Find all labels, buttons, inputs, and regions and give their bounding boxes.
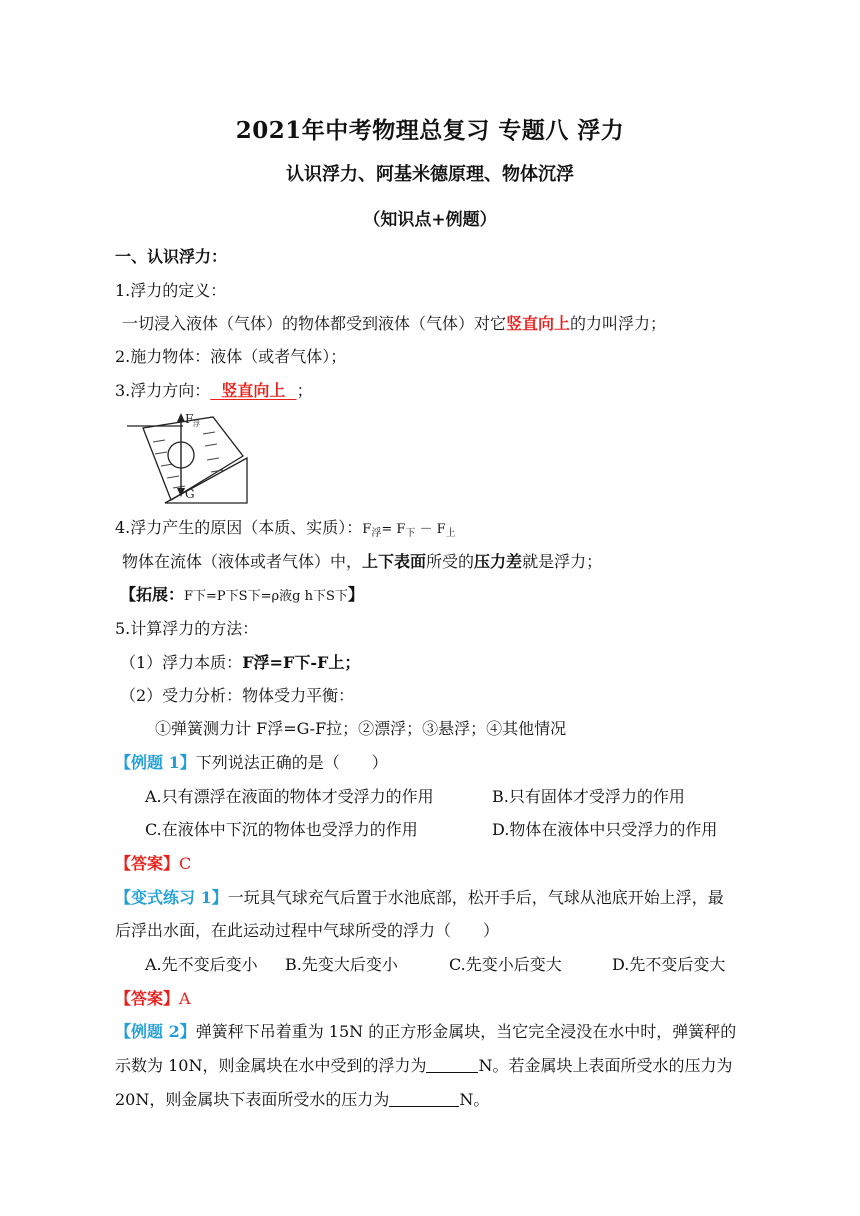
example-1-option-c: C.在液体中下沉的物体也受浮力的作用 [145, 820, 418, 839]
buoyancy-diagram [125, 408, 250, 508]
force-label-f-sub: 浮 [193, 420, 200, 428]
page-subtitle-note: （知识点+例题） [363, 210, 497, 230]
answer-value: C [179, 854, 192, 873]
page-subtitle: 认识浮力、阿基米德原理、物体沉浮 [286, 164, 574, 185]
variant-1-option-b: B.先变大后变小 [285, 955, 398, 974]
text-span: 就是浮力； [522, 552, 603, 571]
example-1-option-d: D.物体在液体中只受浮力的作用 [492, 820, 718, 839]
question-text: 20N，则金属块下表面所受水的压力为 [115, 1090, 390, 1109]
example-label: 【例题 2】 [115, 1022, 196, 1041]
variant-1-question-cont: 后浮出水面，在此运动过程中气球所受的浮力（ ） [115, 921, 500, 940]
formula-sub: 浮 [371, 528, 382, 539]
bold-text: 上下表面 [362, 552, 427, 571]
example-1-option-b: B.只有固体才受浮力的作用 [492, 787, 685, 806]
text-span: 3.浮力方向： [115, 381, 211, 400]
formula-sub: 上 [445, 528, 456, 539]
section-heading: 一、认识浮力： [115, 247, 228, 266]
variant-1-option-d: D.先不变后变大 [612, 955, 726, 974]
extension-formula: F下=P下S下=ρ液g h下S下 [184, 589, 348, 604]
method-2: （2）受力分析：物体受力平衡： [120, 686, 355, 705]
variant-1-question [115, 886, 724, 910]
text-span: 的力叫浮力； [570, 314, 667, 333]
example-1-answer [115, 852, 191, 876]
formula-sub: 下 [405, 528, 416, 539]
page-title: 2021年中考物理总复习 专题八 浮力 [235, 117, 625, 144]
question-text: 示数为 10N，则金属块在水中受到的浮力为 [115, 1056, 427, 1075]
item-5-heading: 5.计算浮力的方法： [115, 619, 259, 638]
answer-blank[interactable] [389, 1090, 459, 1107]
question-text: 一玩具气球充气后置于水池底部，松开手后，气球从池底开始上浮，最 [227, 888, 724, 907]
text-span: 物体在流体（液体或者气体）中， [122, 552, 363, 571]
answer-blank[interactable] [426, 1056, 478, 1073]
example-label: 【例题 1】 [115, 753, 196, 772]
text-span: （1）浮力本质： [120, 653, 243, 672]
item-4-explanation [122, 550, 602, 574]
question-text: 弹簧秤下吊着重为 15N 的正方形金属块，当它完全浸没在水中时，弹簧秤的 [195, 1022, 737, 1041]
text-span: 4.浮力产生的原因（本质、实质）： [115, 518, 363, 537]
highlight-text: 竖直向上 [221, 381, 286, 400]
formula-part: F [362, 522, 372, 537]
item-1-heading: 1.浮力的定义： [115, 281, 227, 300]
bold-text: 压力差 [474, 552, 523, 571]
force-label-f: F [185, 412, 194, 426]
bracket-close: 】 [347, 585, 364, 604]
answer-underlined [210, 381, 296, 400]
question-text: N。若金属块上表面所受水的压力为 [478, 1056, 733, 1075]
item-3 [115, 379, 313, 403]
variant-1-answer [115, 987, 191, 1011]
method-2-items: ①弹簧测力计 F浮=G-F拉；②漂浮；③悬浮；④其他情况 [155, 719, 567, 738]
formula-part: = F [381, 522, 406, 537]
answer-label: 【答案】 [115, 854, 180, 873]
example-2-question [115, 1020, 736, 1044]
answer-value: A [179, 989, 191, 1008]
force-label-g: G [185, 487, 195, 501]
text-span: ； [296, 381, 313, 400]
example-2-question-line3 [115, 1088, 489, 1112]
answer-label: 【答案】 [115, 989, 180, 1008]
item-4 [115, 516, 456, 546]
question-text: 下列说法正确的是（ ） [195, 753, 388, 772]
variant-1-option-c: C.先变小后变大 [449, 955, 562, 974]
example-2-question-line2 [115, 1054, 732, 1078]
text-span: 所受的 [426, 552, 475, 571]
highlight-text: 竖直向上 [506, 314, 571, 333]
formula-part: － F [415, 522, 446, 537]
text-span: 一切浸入液体（气体）的物体都受到液体（气体）对它 [122, 314, 507, 333]
example-1-option-a: A.只有漂浮在液面的物体才受浮力的作用 [145, 787, 434, 806]
item-1-text [122, 312, 666, 336]
example-1-question [115, 751, 388, 775]
bracket-open: 【拓展： [120, 585, 185, 604]
item-2: 2.施力物体：液体（或者气体）； [115, 347, 347, 366]
variant-1-option-a: A.先不变后变小 [145, 955, 258, 974]
method-1-formula: F浮=F下-F上； [242, 653, 361, 672]
extension-note [120, 583, 364, 609]
question-text: N。 [459, 1090, 490, 1109]
method-1 [120, 651, 360, 675]
formula-span [362, 522, 455, 537]
example-label: 【变式练习 1】 [115, 888, 228, 907]
